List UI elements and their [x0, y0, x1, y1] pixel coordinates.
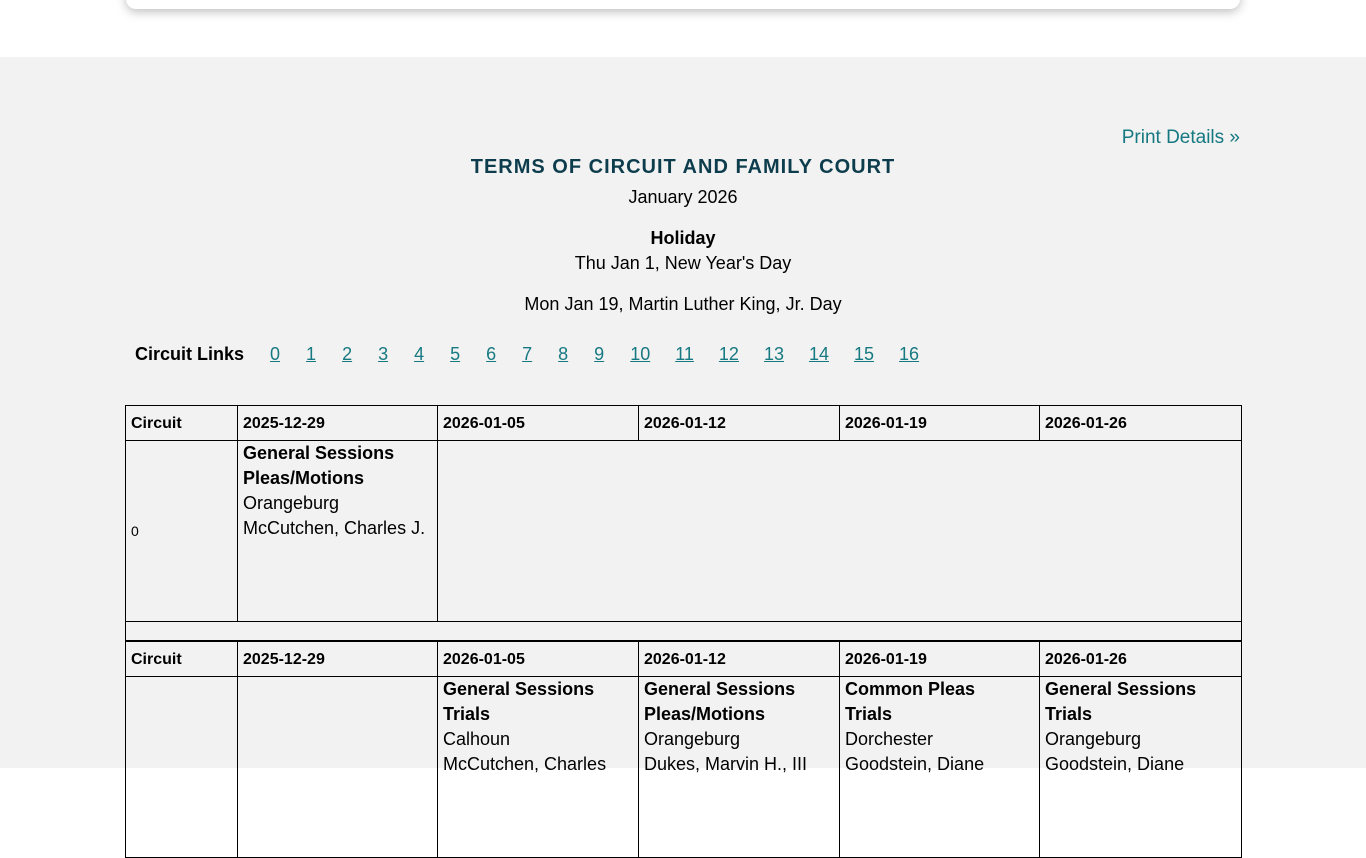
schedule-table-circuit-0	[125, 405, 1242, 641]
table-header-row	[126, 406, 1242, 441]
term-county: Dorchester	[845, 729, 934, 749]
circuit-links-label: Circuit Links	[135, 344, 245, 364]
term-subtype: Trials	[443, 704, 491, 724]
circuit-link-12[interactable]: 12	[718, 344, 739, 364]
term-county: Calhoun	[443, 729, 511, 749]
circuit-link-14[interactable]: 14	[808, 344, 829, 364]
header-week: 2026-01-12	[639, 406, 840, 441]
term-county: Orangeburg	[243, 493, 340, 513]
header-circuit: Circuit	[126, 642, 238, 677]
term-subtype: Pleas/Motions	[644, 704, 766, 724]
circuit-link-6[interactable]: 6	[486, 344, 497, 364]
header-week: 2026-01-05	[438, 406, 639, 441]
term-subtype: Pleas/Motions	[243, 468, 365, 488]
term-judge: Goodstein, Diane	[1045, 754, 1185, 774]
circuit-number: 0	[126, 441, 238, 622]
header-week: 2026-01-12	[639, 642, 840, 677]
term-judge: McCutchen, Charles	[443, 754, 607, 774]
term-type: Common Pleas	[845, 679, 976, 699]
month-label: January 2026	[628, 187, 738, 207]
schedule-table-circuit-1	[125, 641, 1242, 858]
print-details-link[interactable]: Print Details »	[1121, 127, 1240, 148]
term-type: General Sessions	[443, 679, 595, 699]
header-week: 2026-01-26	[1040, 406, 1242, 441]
circuit-link-10[interactable]: 10	[630, 344, 651, 364]
page-title: TERMS OF CIRCUIT AND FAMILY COURT	[470, 156, 896, 178]
empty-cell	[238, 677, 438, 858]
term-judge: McCutchen, Charles J.	[243, 518, 426, 538]
term-cell	[1040, 677, 1242, 858]
circuit-link-3[interactable]: 3	[378, 344, 389, 364]
circuit-link-13[interactable]: 13	[763, 344, 784, 364]
table-header-row	[126, 642, 1242, 677]
term-cell	[438, 677, 639, 858]
circuit-number	[126, 677, 238, 858]
header-card	[126, 0, 1240, 9]
header-week: 2026-01-26	[1040, 642, 1242, 677]
circuit-link-1[interactable]: 1	[306, 344, 317, 364]
circuit-link-15[interactable]: 15	[854, 344, 875, 364]
circuit-link-8[interactable]: 8	[558, 344, 569, 364]
header-week: 2026-01-05	[438, 642, 639, 677]
table-row	[126, 677, 1242, 858]
term-cell	[840, 677, 1040, 858]
holiday-item: Thu Jan 1, New Year's Day	[574, 253, 792, 273]
term-subtype: Trials	[845, 704, 893, 724]
circuit-links-nav	[135, 344, 944, 365]
circuit-link-11[interactable]: 11	[675, 344, 694, 364]
holiday-heading: Holiday	[650, 228, 716, 248]
term-cell	[639, 677, 840, 858]
circuit-link-7[interactable]: 7	[522, 344, 533, 364]
term-type: General Sessions	[644, 679, 796, 699]
table-row	[126, 441, 1242, 622]
term-type: General Sessions	[243, 443, 395, 463]
term-subtype: Trials	[1045, 704, 1093, 724]
circuit-link-2[interactable]: 2	[342, 344, 353, 364]
circuit-link-4[interactable]: 4	[414, 344, 425, 364]
circuit-link-5[interactable]: 5	[450, 344, 461, 364]
header-circuit: Circuit	[126, 406, 238, 441]
main-content	[0, 57, 1366, 774]
empty-cell	[438, 441, 1242, 622]
header-week: 2026-01-19	[840, 642, 1040, 677]
spacer-row	[126, 622, 1242, 641]
top-white-area	[0, 0, 1366, 57]
header-week: 2025-12-29	[238, 406, 438, 441]
header-week: 2025-12-29	[238, 642, 438, 677]
term-county: Orangeburg	[1045, 729, 1142, 749]
term-cell	[238, 441, 438, 622]
circuit-link-9[interactable]: 9	[594, 344, 605, 364]
term-judge: Goodstein, Diane	[845, 754, 985, 774]
spacer-cell	[126, 622, 1242, 641]
term-judge: Dukes, Marvin H., III	[644, 754, 808, 774]
term-county: Orangeburg	[644, 729, 741, 749]
holiday-item: Mon Jan 19, Martin Luther King, Jr. Day	[524, 294, 842, 314]
header-week: 2026-01-19	[840, 406, 1040, 441]
term-type: General Sessions	[1045, 679, 1197, 699]
circuit-link-16[interactable]: 16	[899, 344, 920, 364]
circuit-link-0[interactable]: 0	[270, 344, 281, 364]
